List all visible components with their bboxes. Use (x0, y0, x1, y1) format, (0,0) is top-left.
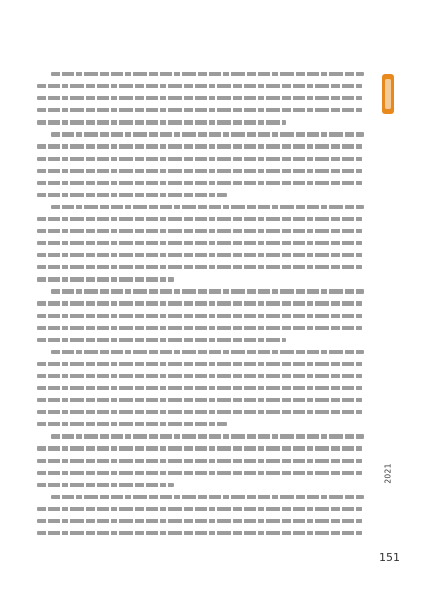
magazine-logo-icon (381, 72, 395, 116)
text-block-shape (37, 72, 364, 543)
issue-year (376, 428, 400, 518)
page-number: 151 (379, 551, 400, 564)
page-sidebar (376, 0, 400, 600)
issue-year-text: 2021 (383, 462, 393, 484)
magazine-logo (379, 70, 397, 118)
